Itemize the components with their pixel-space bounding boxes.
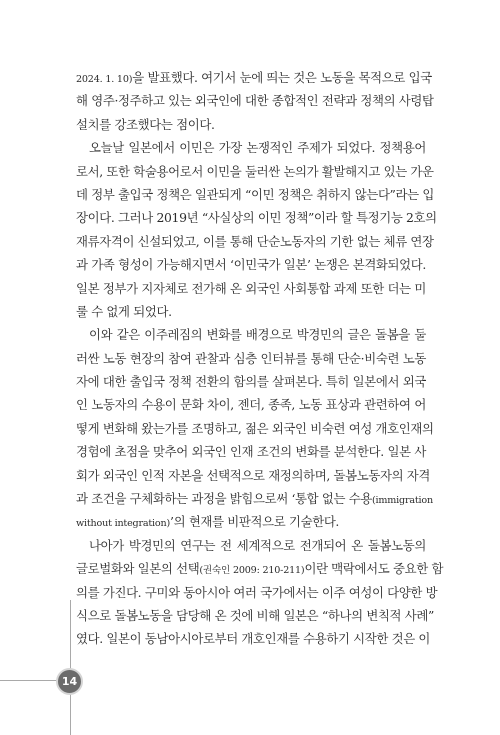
text-line bbox=[76, 347, 426, 370]
text-segment: 떻게 변화해 왔는가를 조명하고, 젊은 외국인 비숙련 여성 개호인재의 bbox=[76, 420, 434, 436]
text-segment: 나아가 박경민의 연구는 전 세계적으로 전개되어 온 돌봄노동의 bbox=[89, 537, 426, 553]
text-segment: 오늘날 일본에서 이민은 가장 논쟁적인 주제가 되었다. 정책용어 bbox=[89, 140, 426, 156]
text-line bbox=[76, 300, 426, 323]
text-segment: 였다. 일본이 동남아시아로부터 개호인재를 수용하기 시작한 것은 이 bbox=[76, 631, 431, 647]
text-segment: 로서, 또한 학술용어로서 이민을 둘러싼 논의가 활발해지고 있는 가운 bbox=[76, 163, 434, 179]
text-line bbox=[76, 113, 426, 136]
text-segment: ’의 현재를 비판적으로 기술한다. bbox=[170, 514, 340, 530]
text-line bbox=[76, 487, 433, 510]
text-line bbox=[76, 230, 434, 253]
text-line bbox=[76, 206, 437, 229]
text-segment: 데 정부 출입국 정책은 일관되게 “이민 정책은 취하지 않는다”라는 입 bbox=[76, 186, 434, 202]
text-line bbox=[76, 604, 434, 627]
page-body bbox=[76, 66, 444, 651]
text-segment: 과 가족 형성이 가능해지면서 ‘이민국가 일본’ 논쟁은 본격화되었다. bbox=[76, 257, 426, 273]
text-segment: 일본 정부가 지자체로 전가해 온 외국인 사회통합 과제 또한 더는 미 bbox=[76, 280, 426, 296]
text-line bbox=[76, 183, 434, 206]
text-line bbox=[76, 89, 434, 112]
small-text-segment: without integration) bbox=[76, 518, 171, 530]
text-line bbox=[76, 253, 426, 276]
text-segment: 이와 같은 이주레짐의 변화를 배경으로 박경민의 글은 돌봄을 둘 bbox=[89, 327, 426, 343]
text-segment: 재류자격이 신설되었고, 이를 통해 단순노동자의 기한 없는 체류 연장 bbox=[76, 233, 434, 249]
text-segment: 회가 외국인 인적 자본을 선택적으로 재정의하며, 돌봄노동자의 자격 bbox=[76, 467, 431, 483]
text-segment: 식으로 돌봄노동을 담당해 온 것에 비해 일본은 “하나의 변칙적 사례” bbox=[76, 607, 434, 623]
text-line bbox=[76, 510, 426, 533]
text-segment: 의를 가진다. 구미와 동아시아 여러 국가에서는 이주 여성이 다양한 방 bbox=[76, 584, 438, 600]
text-line bbox=[76, 160, 434, 183]
text-line bbox=[76, 393, 426, 416]
text-segment: 을 발표했다. 여기서 눈에 띄는 것은 노동을 목적으로 입국 bbox=[132, 70, 432, 85]
text-line bbox=[76, 66, 432, 89]
small-text-segment: (권숙인 2009: 210-211) bbox=[199, 565, 305, 577]
page-number-badge: 14 bbox=[56, 668, 83, 695]
text-line bbox=[76, 136, 426, 159]
text-line bbox=[76, 557, 444, 580]
text-segment: 설치를 강조했다는 점이다. bbox=[76, 116, 215, 132]
text-segment: 과 조건을 구체화하는 과정을 밝힘으로써 ‘통합 없는 수용 bbox=[76, 491, 372, 507]
text-line bbox=[76, 627, 431, 650]
text-segment: 러싼 노동 현장의 참여 관찰과 심층 인터뷰를 통해 단순·비숙련 노동 bbox=[76, 350, 426, 366]
text-line bbox=[76, 417, 434, 440]
text-segment: 글로벌화와 일본의 선택 bbox=[76, 561, 200, 577]
text-segment: 자에 대한 출입국 정책 전환의 함의를 살펴본다. 특히 일본에서 외국 bbox=[76, 374, 426, 390]
text-line bbox=[76, 370, 426, 393]
text-line bbox=[76, 277, 426, 300]
text-line bbox=[76, 440, 426, 463]
small-text-segment: 2024. 1. 10) bbox=[76, 74, 133, 85]
text-segment: 장이다. 그러나 2019년 “사실상의 이민 정책”이라 할 특정기능 2호의 bbox=[76, 210, 437, 226]
text-line bbox=[76, 534, 426, 557]
text-segment: 인 노동자의 수용이 문화 차이, 젠더, 종족, 노동 표상과 관련하여 어 bbox=[76, 397, 426, 413]
small-text-segment: (immigration bbox=[371, 495, 433, 507]
text-segment: 이란 맥락에서도 중요한 함 bbox=[304, 561, 444, 577]
text-line bbox=[76, 464, 431, 487]
text-segment: 해 영주·정주하고 있는 외국인에 대한 종합적인 전략과 정책의 사령탑 bbox=[76, 93, 434, 109]
text-line bbox=[76, 581, 438, 604]
text-segment: 경험에 초점을 맞추어 외국인 인재 조건의 변화를 분석한다. 일본 사 bbox=[76, 444, 426, 460]
text-line bbox=[76, 323, 426, 346]
text-segment: 룰 수 없게 되었다. bbox=[76, 303, 172, 319]
